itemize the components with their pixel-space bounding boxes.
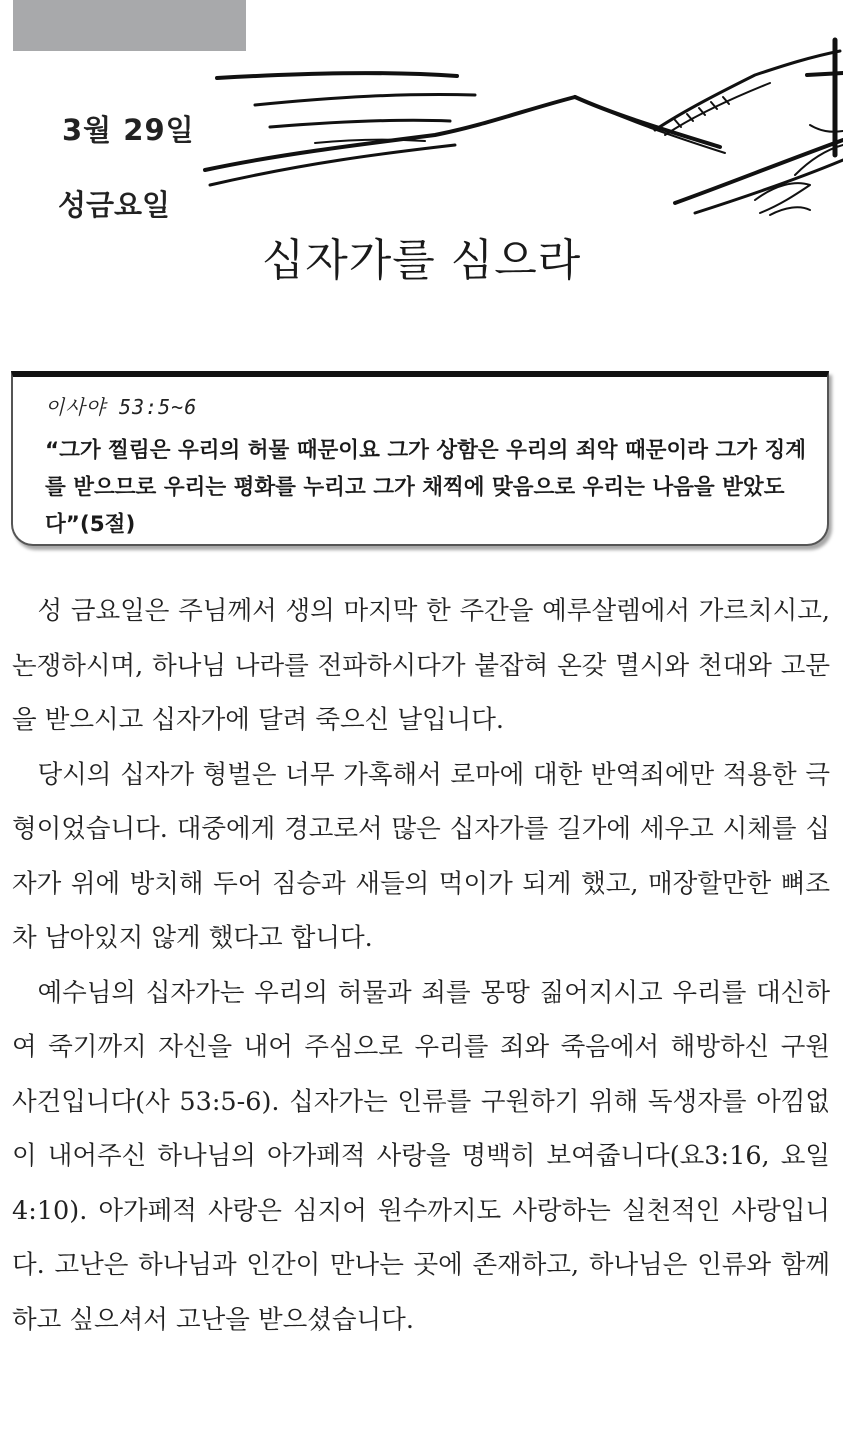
- scripture-box: [11, 371, 829, 546]
- scripture-reference: 이사야 53:5~6: [45, 395, 198, 419]
- page-title: 십자가를 심으라: [261, 235, 582, 286]
- scripture-text: “그가 찔림은 우리의 허물 때문이요 그가 상함은 우리의 죄악 때문이라 그가 징계를 받으므로 우리는 평화를 누리고 그가 채찍에 맞음으로 우리는 나음을 받았도다”(5절): [45, 438, 807, 537]
- day-name-label: 성금요일: [58, 188, 171, 222]
- paragraph: 성 금요일은 주님께서 생의 마지막 한 주간을 예루살렘에서 가르치시고, 논쟁하시며, 하나님 나라를 전파하시다가 붙잡혀 온갖 멸시와 천대와 고문을 받으시고 십자가에 달려 죽으신 날입니다.: [12, 596, 830, 735]
- paragraph: 예수님의 십자가는 우리의 허물과 죄를 몽땅 짊어지시고 우리를 대신하여 죽기까지 자신을 내어 주심으로 우리를 죄와 죽음에서 해방하신 구원 사건입니다(사 53:5-6). 십자가는 인류를 구원하기 위해 독생자를 아낌없이 내어주신 하나님의 아가페적 사랑을 명백히 보여줍니다(요3:16, 요일4:10). 아가페적 사랑은 심지어 원수까지도 사랑하는 실천적인 사랑입니다. 고난은 하나님과 인간이 만나는 곳에 존재하고, 하나님은 인류와 함께 하고 싶으셔서 고난을 받으셨습니다.: [12, 977, 830, 1335]
- date-label: 3월 29일: [62, 113, 195, 147]
- body-text: [12, 584, 830, 1347]
- hill-cross-sketch-icon: [195, 35, 843, 225]
- paragraph: 당시의 십자가 형벌은 너무 가혹해서 로마에 대한 반역죄에만 적용한 극형이었습니다. 대중에게 경고로서 많은 십자가를 길가에 세우고 시체를 십자가 위에 방치해 두어 짐승과 새들의 먹이가 되게 했고, 매장할만한 뼈조차 남아있지 않게 했다고 합니다.: [12, 759, 830, 953]
